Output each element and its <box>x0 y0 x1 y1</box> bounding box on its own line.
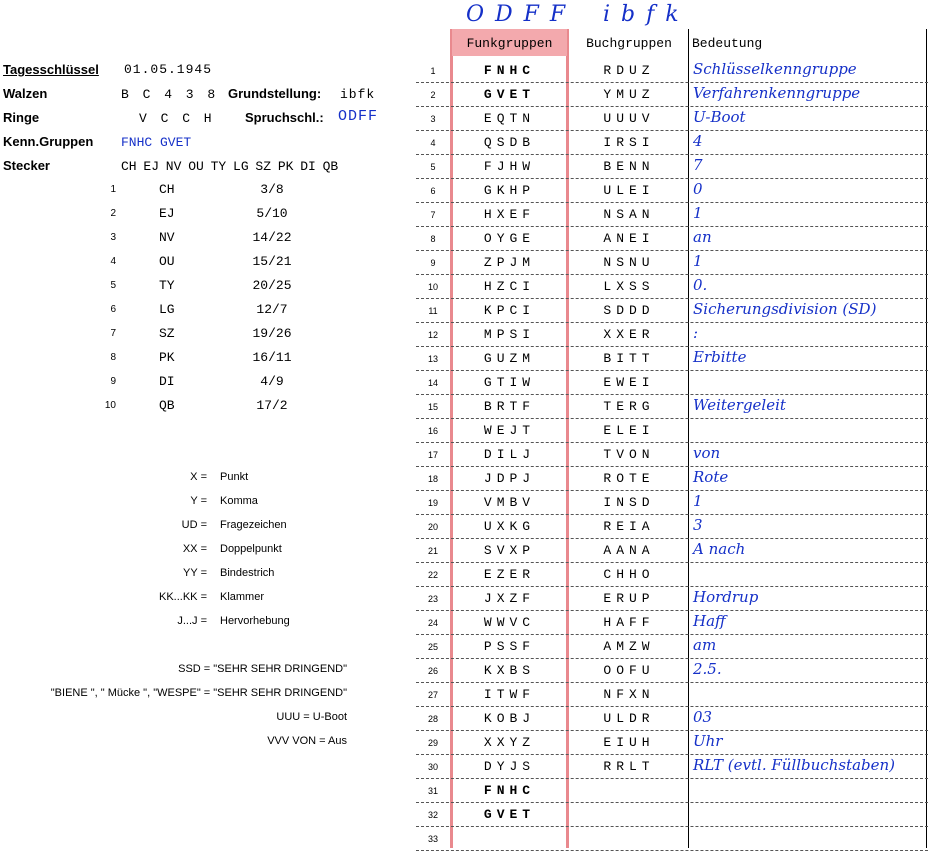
legend-code: J...J = <box>177 615 207 627</box>
row-number: 18 <box>427 474 438 484</box>
plugboard-pair: EJ <box>159 206 175 221</box>
bedeutung-cell: Rote <box>693 468 729 486</box>
row-number: 8 <box>430 234 436 244</box>
row-divider <box>416 538 928 539</box>
buchgruppe-cell: ANEI <box>603 231 655 246</box>
row-divider <box>416 82 928 83</box>
bedeutung-cell: 7 <box>693 156 703 174</box>
bedeutung-cell: 2.5. <box>693 660 722 678</box>
row-number: 16 <box>427 426 438 436</box>
row-divider <box>416 706 928 707</box>
row-divider <box>416 802 928 803</box>
legend-meaning: Doppelpunkt <box>220 543 282 555</box>
stecker-label: Stecker <box>3 158 50 173</box>
buchgruppe-cell: BITT <box>603 351 655 366</box>
funkgruppe-cell: EZER <box>483 567 536 582</box>
buchgruppe-cell: OOFU <box>603 663 655 678</box>
stecker-value: CH EJ NV OU TY LG SZ PK DI QB <box>121 159 339 174</box>
bedeutung-cell: Hordrup <box>693 588 759 606</box>
buchgruppe-cell: SDDD <box>603 303 655 318</box>
col-divider-right <box>926 29 927 848</box>
bedeutung-cell: Erbitte <box>693 348 747 366</box>
row-divider <box>416 730 928 731</box>
buchgruppe-cell: HAFF <box>603 615 655 630</box>
row-divider <box>416 130 928 131</box>
bedeutung-cell: 4 <box>693 132 703 150</box>
funkgruppe-cell: QSDB <box>483 135 536 150</box>
funkgruppe-cell: GUZM <box>483 351 536 366</box>
funkgruppe-cell: OYGE <box>483 231 536 246</box>
plugboard-pair: QB <box>159 398 175 413</box>
row-number: 27 <box>427 690 438 700</box>
buchgruppe-cell: ELEI <box>603 423 655 438</box>
legend-code: KK...KK = <box>159 591 207 603</box>
funkgruppe-cell: FNHC <box>483 783 536 798</box>
bedeutung-cell: Sicherungsdivision (SD) <box>693 300 877 318</box>
row-divider <box>416 490 928 491</box>
funkgruppe-cell: GVET <box>483 807 536 822</box>
row-divider <box>416 754 928 755</box>
plugboard-pair: TY <box>159 278 175 293</box>
plugboard-numbers: 16/11 <box>252 350 292 365</box>
plugboard-number: 7 <box>110 328 116 339</box>
funkgruppe-cell: HXEF <box>483 207 536 222</box>
row-number: 26 <box>427 666 438 676</box>
plugboard-number: 3 <box>110 232 116 243</box>
legend-code: UD = <box>181 519 207 531</box>
row-number: 12 <box>427 330 438 340</box>
funkgruppe-cell: JXZF <box>483 591 536 606</box>
bedeutung-cell: : <box>693 324 699 342</box>
row-number: 19 <box>427 498 438 508</box>
plugboard-number: 9 <box>110 376 116 387</box>
row-number: 21 <box>427 546 438 556</box>
bedeutung-cell: U-Boot <box>693 108 746 126</box>
bedeutung-cell: 0. <box>693 276 708 294</box>
row-divider <box>416 322 928 323</box>
row-divider <box>416 202 928 203</box>
row-number: 13 <box>427 354 438 364</box>
plugboard-numbers: 15/21 <box>252 254 292 269</box>
bedeutung-cell: RLT (evtl. Füllbuchstaben) <box>693 756 896 774</box>
bedeutung-cell: am <box>693 636 717 654</box>
funkgruppe-cell: FJHW <box>483 159 536 174</box>
row-divider <box>416 178 928 179</box>
funkgruppe-cell: DILJ <box>483 447 536 462</box>
plugboard-pair: CH <box>159 182 175 197</box>
row-divider <box>416 346 928 347</box>
col-divider <box>688 29 689 848</box>
funkgruppe-cell: PSSF <box>483 639 536 654</box>
buchgruppe-cell: XXER <box>603 327 655 342</box>
buchgruppe-cell: CHHO <box>603 567 655 582</box>
bedeutung-cell: von <box>693 444 721 462</box>
plugboard-number: 4 <box>110 256 116 267</box>
plugboard-numbers: 4/9 <box>260 374 284 389</box>
ringe-label: Ringe <box>3 110 40 125</box>
row-divider <box>416 778 928 779</box>
buchgruppe-cell: RDUZ <box>603 63 655 78</box>
buchgruppe-cell: NSNU <box>603 255 655 270</box>
plugboard-number: 2 <box>110 208 116 219</box>
legend-meaning: Punkt <box>220 471 249 483</box>
bedeutung-cell: 3 <box>693 516 703 534</box>
row-number: 2 <box>430 90 436 100</box>
row-number: 22 <box>427 570 438 580</box>
row-number: 20 <box>427 522 438 532</box>
row-number: 15 <box>427 402 438 412</box>
buchgruppe-cell: ULEI <box>603 183 655 198</box>
row-divider <box>416 658 928 659</box>
plugboard-pair: OU <box>159 254 175 269</box>
legend-code: YY = <box>183 567 207 579</box>
header-buchgruppen: Buchgruppen <box>586 36 672 51</box>
funkgruppe-cell: ITWF <box>483 687 536 702</box>
plugboard-number: 10 <box>104 400 116 411</box>
legend-code: XX = <box>182 543 207 555</box>
funkgruppe-cell: MPSI <box>483 327 536 342</box>
row-number: 24 <box>427 618 438 628</box>
header-funkgruppen: Funkgruppen <box>466 36 553 51</box>
bedeutung-cell: Weitergeleit <box>693 396 786 414</box>
plugboard-pair: PK <box>159 350 175 365</box>
row-number: 31 <box>427 786 438 796</box>
plugboard-pair: NV <box>159 230 175 245</box>
funkgruppe-cell: EQTN <box>483 111 536 126</box>
row-divider <box>416 442 928 443</box>
bedeutung-cell: 03 <box>693 708 713 726</box>
buchgruppe-cell: ULDR <box>603 711 655 726</box>
row-divider <box>416 274 928 275</box>
buchgruppe-cell: TERG <box>603 399 655 414</box>
row-number: 23 <box>427 594 438 604</box>
tagesschluessel-value: 01.05.1945 <box>124 62 213 77</box>
funkgruppe-cell: KOBJ <box>483 711 536 726</box>
row-number: 7 <box>430 210 436 220</box>
buchgruppe-cell: ERUP <box>603 591 655 606</box>
legend-meaning: Klammer <box>220 591 265 603</box>
row-divider <box>416 610 928 611</box>
buchgruppe-cell: AANA <box>603 543 655 558</box>
legend-meaning: Hervorhebung <box>220 615 290 627</box>
funkgruppe-cell: BRTF <box>483 399 536 414</box>
row-divider <box>416 826 928 827</box>
funkgruppe-cell: GTIW <box>483 375 536 390</box>
funkgruppe-cell: UXKG <box>483 519 536 534</box>
legend-code: Y = <box>190 495 207 507</box>
row-divider <box>416 250 928 251</box>
funkgruppe-cell: ZPJM <box>483 255 536 270</box>
row-number: 5 <box>430 162 436 172</box>
funkgruppe-cell: GVET <box>483 87 536 102</box>
spruchschl-label: Spruchschl.: <box>245 110 324 125</box>
buchgruppe-cell: AMZW <box>603 639 655 654</box>
note-line: SSD = "SEHR SEHR DRINGEND" <box>178 663 347 675</box>
row-number: 33 <box>427 834 438 844</box>
funkgruppe-cell: WEJT <box>483 423 536 438</box>
ringe-value: V C C H <box>139 111 215 126</box>
bedeutung-cell: an <box>693 228 712 246</box>
plugboard-number: 5 <box>110 280 116 291</box>
bedeutung-cell: 0 <box>693 180 703 198</box>
row-number: 11 <box>428 306 438 316</box>
kenngruppen-value: FNHC GVET <box>121 135 192 150</box>
row-divider <box>416 298 928 299</box>
funkgruppe-cell: KPCI <box>483 303 536 318</box>
funkgruppe-cell: VMBV <box>483 495 536 510</box>
bedeutung-cell: A nach <box>693 540 746 558</box>
row-number: 30 <box>427 762 438 772</box>
buchgruppe-cell: REIA <box>603 519 655 534</box>
funkgruppe-cell: FNHC <box>483 63 536 78</box>
note-line: "BIENE ", " Mücke ", "WESPE" = "SEHR SEHR DRINGEND" <box>50 687 347 699</box>
bedeutung-cell: 1 <box>693 204 703 222</box>
row-number: 14 <box>427 378 438 388</box>
funkgruppe-cell: DYJS <box>483 759 536 774</box>
legend-code: X = <box>190 471 207 483</box>
walzen-label: Walzen <box>3 86 48 101</box>
buchgruppe-cell: YMUZ <box>603 87 655 102</box>
plugboard-numbers: 19/26 <box>252 326 292 341</box>
row-divider <box>416 370 928 371</box>
bedeutung-cell: Schlüsselkenngruppe <box>693 60 857 78</box>
buchgruppe-cell: BENN <box>603 159 655 174</box>
row-divider <box>416 514 928 515</box>
buchgruppe-cell: EWEI <box>603 375 655 390</box>
row-number: 9 <box>430 258 436 268</box>
funkgruppe-cell: GKHP <box>483 183 536 198</box>
kenngruppen-label: Kenn.Gruppen <box>3 134 94 149</box>
row-divider <box>416 634 928 635</box>
funkgruppe-cell: WWVC <box>483 615 536 630</box>
plugboard-numbers: 12/7 <box>256 302 288 317</box>
walzen-value: B C 4 3 8 <box>121 87 219 102</box>
row-divider <box>416 682 928 683</box>
row-divider <box>416 586 928 587</box>
funkgruppe-cell: XXYZ <box>483 735 536 750</box>
buchgruppe-cell: NSAN <box>603 207 655 222</box>
plugboard-number: 8 <box>110 352 116 363</box>
buchgruppe-cell: UUUV <box>603 111 655 126</box>
legend-meaning: Komma <box>220 495 258 507</box>
funkgruppe-cell: JDPJ <box>483 471 536 486</box>
row-divider <box>416 466 928 467</box>
plugboard-pair: SZ <box>159 326 175 341</box>
bedeutung-cell: Verfahrenkenngruppe <box>693 84 861 102</box>
bedeutung-cell: Haff <box>693 612 726 630</box>
row-number: 17 <box>427 450 438 460</box>
row-divider <box>416 418 928 419</box>
plugboard-number: 6 <box>110 304 116 315</box>
row-number: 32 <box>427 810 438 820</box>
plugboard-numbers: 20/25 <box>252 278 292 293</box>
plugboard-numbers: 14/22 <box>252 230 292 245</box>
bedeutung-cell: 1 <box>693 252 703 270</box>
row-divider <box>416 154 928 155</box>
funkgruppe-cell: HZCI <box>483 279 536 294</box>
buchgruppe-cell: TVON <box>603 447 655 462</box>
note-line: VVV VON = Aus <box>267 735 347 747</box>
grundstellung-value: ibfk <box>340 87 376 102</box>
row-number: 1 <box>430 66 436 76</box>
row-divider <box>416 562 928 563</box>
ground-setting-text: i b f k <box>603 2 681 27</box>
row-number: 28 <box>427 714 438 724</box>
message-key-text: O D F F <box>466 2 568 27</box>
row-number: 3 <box>430 114 436 124</box>
buchgruppe-cell: IRSI <box>603 135 655 150</box>
legend-meaning: Fragezeichen <box>220 519 287 531</box>
row-number: 29 <box>427 738 438 748</box>
row-divider <box>416 106 928 107</box>
header-bedeutung: Bedeutung <box>692 36 763 51</box>
grundstellung-label: Grundstellung: <box>228 86 322 101</box>
funkgruppe-cell: KXBS <box>483 663 536 678</box>
plugboard-numbers: 3/8 <box>260 182 284 197</box>
plugboard-number: 1 <box>110 184 116 195</box>
row-number: 4 <box>430 138 436 148</box>
bedeutung-cell: Uhr <box>693 732 723 750</box>
plugboard-numbers: 5/10 <box>256 206 288 221</box>
row-divider <box>416 226 928 227</box>
row-number: 6 <box>430 186 436 196</box>
row-number: 25 <box>427 642 438 652</box>
legend-meaning: Bindestrich <box>220 567 275 579</box>
bedeutung-cell: 1 <box>693 492 703 510</box>
row-divider <box>416 394 928 395</box>
plugboard-numbers: 17/2 <box>256 398 288 413</box>
funkgruppe-cell: SVXP <box>483 543 536 558</box>
plugboard-pair: DI <box>159 374 175 389</box>
buchgruppe-cell: LXSS <box>603 279 655 294</box>
buchgruppe-cell: EIUH <box>603 735 655 750</box>
buchgruppe-cell: NFXN <box>603 687 655 702</box>
plugboard-pair: LG <box>159 302 175 317</box>
spruchschl-value: ODFF <box>338 108 379 125</box>
tagesschluessel-label: Tagesschlüssel <box>3 62 99 77</box>
buchgruppe-cell: ROTE <box>603 471 655 486</box>
buchgruppe-cell: INSD <box>603 495 655 510</box>
buchgruppe-cell: RRLT <box>603 759 655 774</box>
row-number: 10 <box>427 282 438 292</box>
note-line: UUU = U-Boot <box>276 711 347 723</box>
